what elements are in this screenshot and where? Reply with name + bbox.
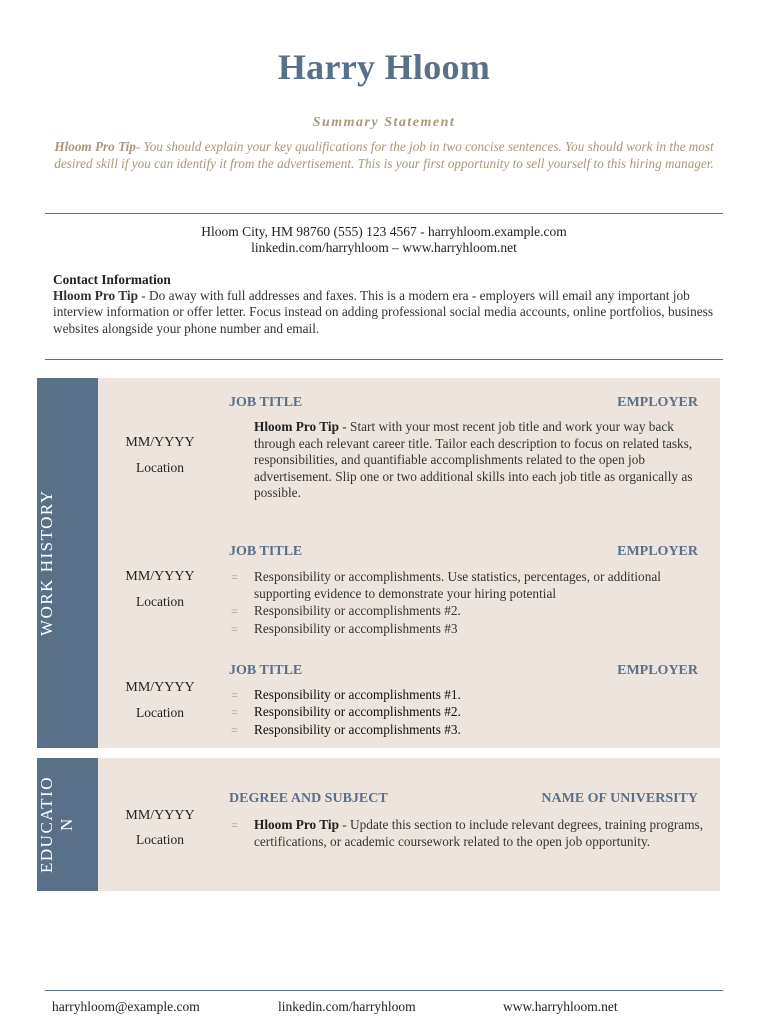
bullet-mark: = [231,621,238,636]
bullet-text: Responsibility or accomplishments #3 [254,620,458,636]
education-location: Location [136,832,184,847]
job-title: JOB TITLE [229,395,303,410]
list-item [229,603,714,620]
job-tip-text: - Start with your most recent job title and work your way back through each relevant career title. Tailor each description to focus on related tasks, responsibilities, and quantifiable accomplishments related to the open job advertisement. Slip one or two additional skills into each job title as organically as possible. [254,419,693,500]
list-item [229,621,714,638]
job-tip-label: Hloom Pro Tip [254,419,339,434]
contact-heading: Contact Information [53,272,171,287]
contact-tip-text: - Do away with full addresses and faxes. This is a modern era - employers will email any important job interview information or offer letter. Focus instead on adding professional social media accounts, online portfolios, business websites alongside your phone number and email. [53,288,714,336]
footer-website: www.harryhloom.net [503,999,618,1014]
bullet-mark: = [231,604,238,619]
job-location: Location [136,460,184,475]
education-label-line: EDUCATIO [37,776,56,873]
degree-title: DEGREE AND SUBJECT [229,791,388,806]
job-description [254,419,712,502]
education-label-line: N [57,817,76,832]
education-label [37,758,98,891]
job-bullet-list [229,569,714,638]
employer: EMPLOYER [617,395,698,410]
job-title: JOB TITLE [229,544,303,559]
bullet-mark: = [231,688,238,702]
bullet-text: Responsibility or accomplishments #3. [254,721,461,737]
list-item [229,817,714,851]
job-date: MM/YYYY [125,569,195,584]
contact-line-2: linkedin.com/harryhloom – www.harryhloom.net [251,240,517,255]
university-name: NAME OF UNIVERSITY [541,791,698,806]
education-bullet-list [229,817,714,851]
job-title: JOB TITLE [229,663,303,678]
footer-email: harryhloom@example.com [52,999,200,1014]
bullet-mark: = [231,570,238,584]
list-item [229,704,714,721]
divider [45,213,723,214]
footer-linkedin: linkedin.com/harryhloom [278,999,416,1014]
summary-text [48,139,720,172]
contact-tip-label: Hloom Pro Tip [53,288,138,304]
bullet-mark: = [231,722,238,737]
education-tip-text: - Update this section to include relevant degrees, training programs, certifications, or academic coursework related to the open job opportunity. [254,817,704,849]
bullet-text: Responsibility or accomplishments #2. [254,603,461,619]
resume-name: Harry Hloom [277,47,491,87]
employer: EMPLOYER [617,663,698,678]
bullet-text: Responsibility or accomplishments #1. [254,687,461,702]
footer-divider [45,990,723,991]
bullet-text: Responsibility or accomplishments. Use statistics, percentages, or additional supporting evidence to demonstrate your hiring potential [254,569,661,601]
list-item [229,569,714,603]
list-item [229,687,714,704]
education-date: MM/YYYY [125,808,195,823]
bullet-mark: = [231,705,238,720]
contact-information [53,272,721,337]
summary-heading: Summary Statement [312,115,456,130]
education-tip-label: Hloom Pro Tip [254,817,339,832]
divider [45,359,723,360]
bullet-text: Responsibility or accomplishments #2. [254,704,461,720]
job-date: MM/YYYY [125,435,195,450]
job-date: MM/YYYY [125,680,195,695]
summary-tip-text: You should explain your key qualifications for the job in two concise sentences. You should work in the most desired skill if you can identify it from the advertisement. This is your first opportunity to sell yourself to this hiring manager. [54,139,714,171]
job-location: Location [136,594,184,609]
work-history-label: WORK HISTORY [37,489,56,637]
employer: EMPLOYER [617,544,698,559]
summary-tip-label: Hloom Pro Tip- [54,139,141,154]
job-location: Location [136,705,184,720]
bullet-mark: = [231,818,238,832]
job-bullet-list [229,687,714,739]
list-item [229,722,714,739]
contact-line-1: Hloom City, HM 98760 (555) 123 4567 - harryhloom.example.com [201,224,567,239]
contact-tip [53,288,721,337]
